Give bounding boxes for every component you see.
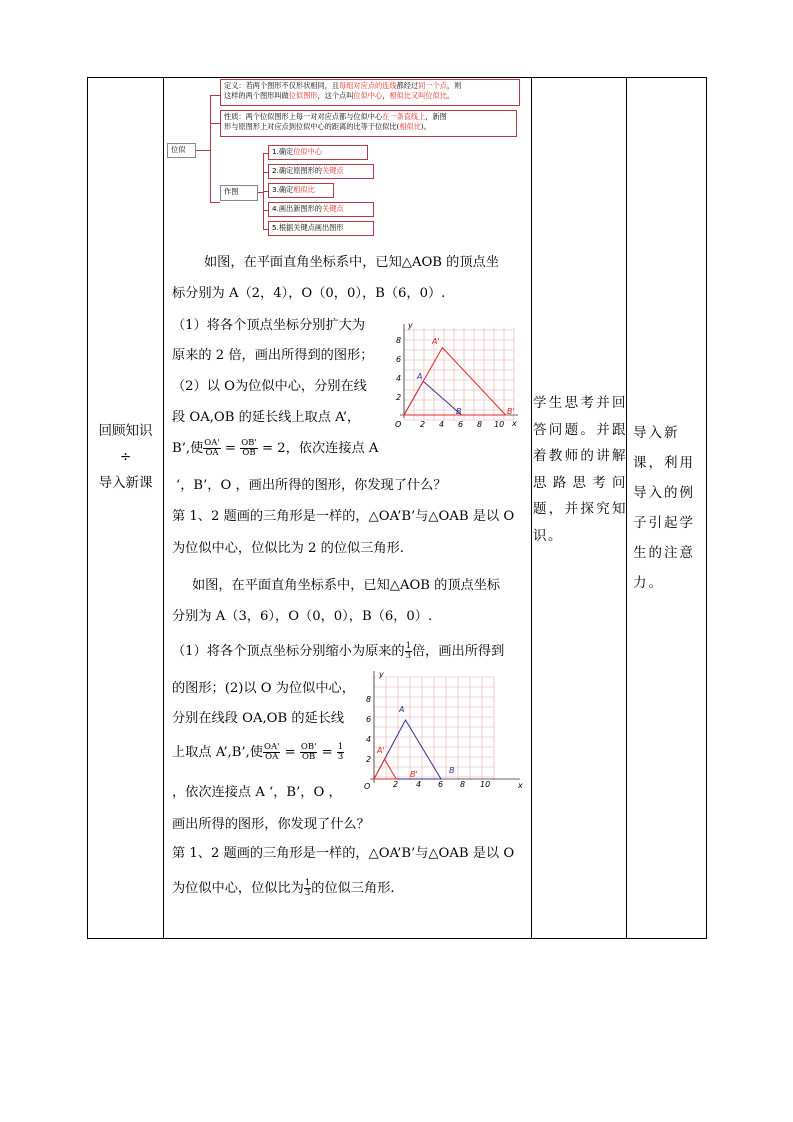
draw-box: 作图 <box>220 185 258 201</box>
tick-x-8: 8 <box>477 420 483 429</box>
tick-y-2: 2 <box>396 393 402 402</box>
student-activity: 学生思考并回答问题。并跟着教师的讲解思路思考问题，并探究知识。 <box>533 395 627 544</box>
property-box: 性质：两个位似图形上每一对对应点都与位似中心在一条直线上，新图 形与原图形上对应点到位似中心的距离的比等于位似比(相似比)。 <box>220 110 517 137</box>
tick-y-8: 8 <box>396 336 402 345</box>
ex2-intro-line2: 分别为 A（3，6），O（0，0），B（6，0）. <box>172 609 433 624</box>
fraction: $\frac{1}{3}$ <box>304 878 311 898</box>
tick-x-6: 6 <box>438 780 444 789</box>
step-5: 5.根据关键点画出图形 <box>268 221 374 236</box>
fraction: $\frac{OA'}{OA}$ <box>204 438 220 458</box>
axis-y-label: y <box>379 670 384 679</box>
ex2-q2-line4: 画出所得的图形，你发现了什么？ <box>172 817 370 832</box>
tick-y-2: 2 <box>366 755 372 764</box>
tick-x-4: 4 <box>416 780 422 789</box>
ex1-q1-line2: 原来的 2 倍，画出所得到的图形； <box>172 348 374 363</box>
tick-x-2: 2 <box>420 420 426 429</box>
ex2-q2-line2: 上取点 A’,B’,使 $\frac{OA'}{OA}$ = $\frac{OB'}{OB}$ = $\frac{1}{3}$ <box>172 742 344 762</box>
step-1: 1.确定位似中心 <box>268 145 368 160</box>
ex2-intro-line1: 如图，在平面直角坐标系中，已知△AOB 的顶点坐标 <box>192 578 501 593</box>
point-a2-label: A' <box>432 337 440 346</box>
axis-y-label: y <box>408 321 413 330</box>
ex1-intro-line1: 如图，在平面直角坐标系中，已知△AOB 的顶点坐 <box>204 255 499 270</box>
fraction: $\frac{OA'}{OA}$ <box>263 742 280 762</box>
origin-label: O <box>395 420 402 429</box>
ex1-q2-line1: （2）以 O为位似中心，分别在线 <box>172 379 367 394</box>
tick-y-4: 4 <box>396 374 402 383</box>
tick-x-4: 4 <box>439 420 445 429</box>
ex1-q2-line4: ‘，B’，O ，画出所得的图形，你发现了什么？ <box>176 478 447 493</box>
axis-x-label: x <box>518 781 523 790</box>
tick-x-10: 10 <box>494 420 505 429</box>
step-3: 3.确定相似比 <box>268 183 334 198</box>
ex2-q2-line3: ，依次连接点 A ‘，B’，O ， <box>172 785 342 800</box>
point-a-label: A <box>417 372 423 381</box>
tick-y-6: 6 <box>366 715 372 724</box>
point-b-label: B <box>449 766 455 775</box>
fraction: $\frac{OB'}{OB}$ <box>300 742 317 762</box>
column-divider <box>531 78 532 938</box>
ex2-q1-line1: （1）将各个顶点坐标分别缩小为原来的 $\frac{1}{3}$ 倍，画出所得到 <box>172 641 505 661</box>
step-2: 2.确定原图形的关键点 <box>268 164 374 179</box>
point-b2-label: B' <box>410 770 418 779</box>
definition-box: 定义：若两个图形不仅形状相同，且每组对应点的连线都经过同一个点，则 这样的两个图形叫做位似图形，这个点叫位似中心，相似比又叫位似比。 <box>220 79 520 106</box>
triangle-a2ob2 <box>374 759 396 779</box>
tick-y-6: 6 <box>396 355 402 364</box>
ex1-q1-line1: （1）将各个顶点坐标分别扩大为 <box>172 318 366 333</box>
graph-2 <box>360 665 530 795</box>
tick-y-4: 4 <box>366 735 372 744</box>
tick-x-2: 2 <box>393 780 399 789</box>
fraction: $\frac{1}{3}$ <box>405 641 411 661</box>
ex1-intro-line2: 标分别为 A（2，4），O（0，0），B（6，0）. <box>172 286 446 301</box>
ex2-q1-line2: 的图形；(2)以 O 为位似中心， <box>172 681 355 696</box>
fraction: $\frac{1}{3}$ <box>337 742 344 762</box>
ex1-q2-line3: B’,使 $\frac{OA'}{OA}$ = $\frac{OB'}{OB}$ = 2，依次连接点 A <box>172 438 379 458</box>
tick-y-8: 8 <box>366 695 372 704</box>
point-b-label: B <box>456 407 462 416</box>
axis-x-label: x <box>512 419 517 428</box>
step-4: 4.画出新图形的关键点 <box>268 202 374 217</box>
tick-x-8: 8 <box>460 780 466 789</box>
tick-x-10: 10 <box>480 780 491 789</box>
ex1-answer-line2: 为位似中心，位似比为 2 的位似三角形. <box>172 541 404 556</box>
point-a-label: A <box>399 705 405 714</box>
tick-x-6: 6 <box>458 420 464 429</box>
ex2-answer-line2: 为位似中心，位似比为 $\frac{1}{3}$ 的位似三角形. <box>172 878 395 898</box>
mindmap-root: 位似 <box>167 143 196 158</box>
column-divider <box>163 78 164 938</box>
graph-1 <box>390 318 525 433</box>
point-a2-label: A' <box>377 746 385 755</box>
section-label: 回顾知识 ÷ 导入新课 <box>98 423 153 491</box>
ex1-q2-line2: 段 OA,OB 的延长线上取点 A’， <box>172 410 361 425</box>
design-intent: 导入新课，利用导入的例子引起学生的注意力。 <box>633 425 695 591</box>
point-b2-label: B' <box>507 407 515 416</box>
fraction: $\frac{OB'}{OB}$ <box>241 438 257 458</box>
ex2-q2-line1: 分别在线段 OA,OB 的延长线 <box>172 711 345 726</box>
ex1-answer-line1: 第 1、2 题画的三角形是一样的，△OA’B’与△OAB 是以 O <box>172 509 515 524</box>
triangle-a2ob2 <box>404 348 506 415</box>
origin-label: O <box>364 782 371 791</box>
ex2-answer-line1: 第 1、2 题画的三角形是一样的，△OA’B’与△OAB 是以 O <box>172 846 515 861</box>
